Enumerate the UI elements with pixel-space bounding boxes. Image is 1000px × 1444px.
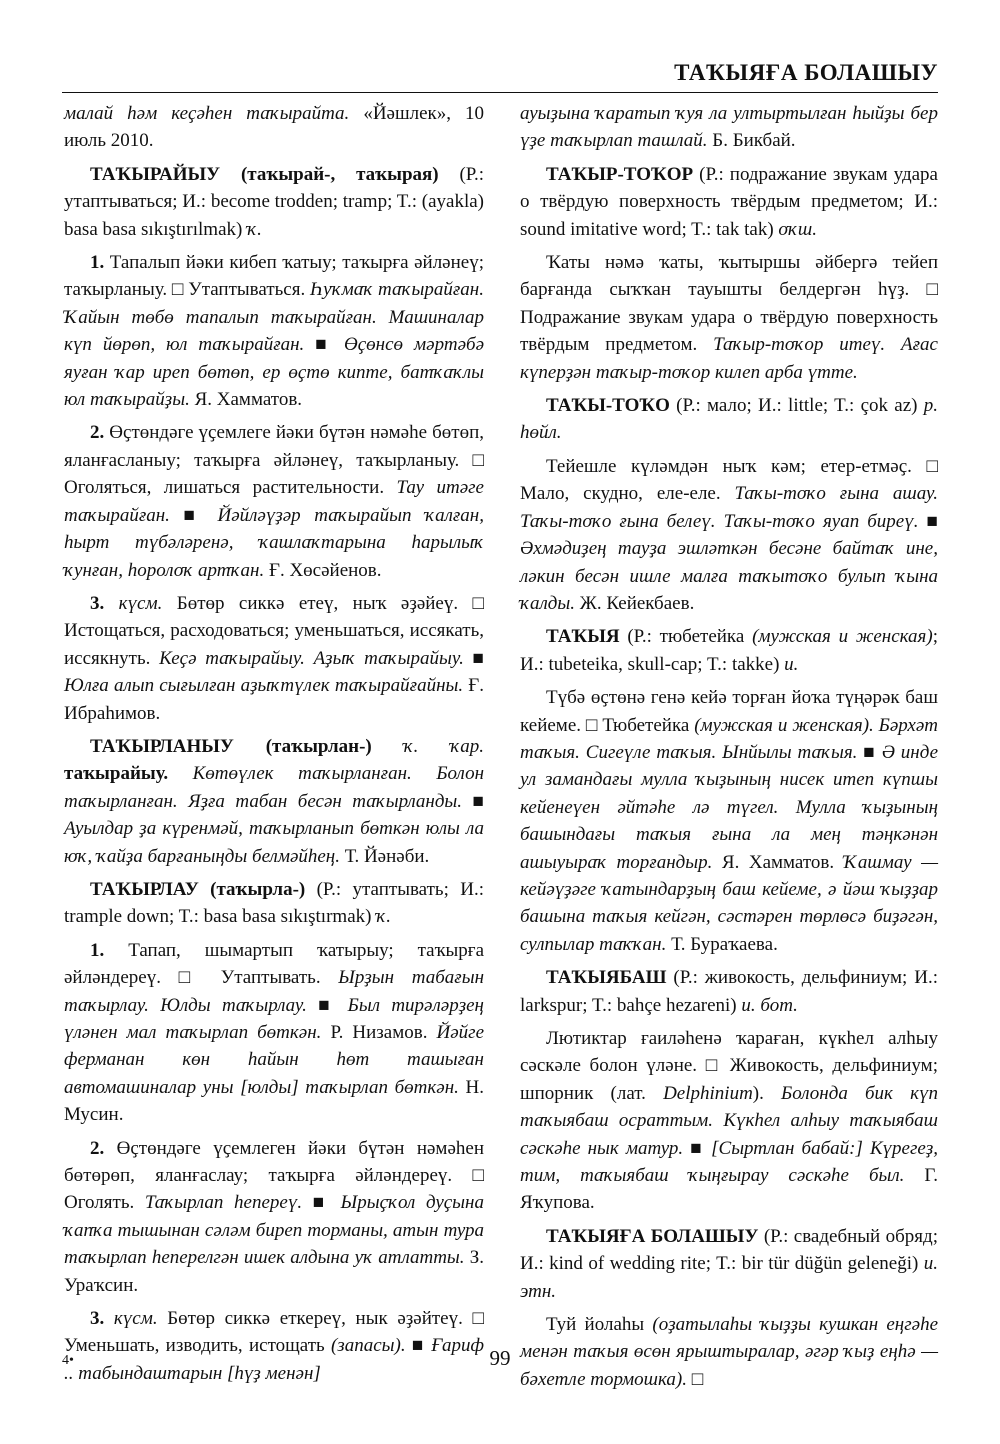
italic-text: (мужская и женская). Бәрхәт таҡыя. Сигеүле таҡыя. Ынйылы таҡыя. — [520, 714, 938, 763]
italic-text: Йәйләүҙәр таҡырайып ҡалған, һырт түбәләренә, ҡашлаҡтарына һарылыҡ ҡунған, һоролоҡ артҡан. — [64, 504, 484, 581]
italic-text: (оҙатылаһы ҡыҙҙы кушкан еңгәһе менән таҡыя өсөн ярыштыралар, әгәр ҡыҙ еңһә — бәхетле тормошка). — [520, 1314, 939, 1390]
headword: ТАҠЫРЛАНЫУ (таҡырлан-) — [90, 735, 372, 757]
headword: 1. — [90, 939, 105, 961]
headword: ТАҠЫЯБАШ — [546, 967, 667, 989]
text-run — [104, 593, 118, 614]
text-run: Ғ. Ибраһимов. — [64, 675, 484, 724]
dictionary-paragraph — [520, 249, 938, 386]
text-run: ). — [752, 1082, 782, 1104]
continued-paragraph — [520, 100, 938, 155]
italic-text: и. бот. — [741, 994, 798, 1016]
text-run: Ж. Кейекбаев. — [579, 592, 695, 614]
text-run: (Р.: утаптывать; И.: trample down; T.: basa basa sıkıştırmak) — [64, 878, 484, 928]
italic-text: Ырыҫҡол дуҫына ҡапҡа тышынан сәләм биреп торманы, атын тура таҡырлап һеперелгән ишек алдына уҡ атлатты. — [64, 1192, 484, 1269]
dictionary-paragraph — [64, 876, 484, 931]
headword: таҡырайыу. — [64, 763, 169, 785]
italic-text: (мужская и женская) — [752, 626, 933, 648]
text-run: З. Ураҡсин. — [64, 1247, 484, 1296]
dictionary-paragraph — [64, 590, 484, 727]
italic-text: ҡ. ҡар. — [403, 735, 484, 757]
text-run: Лютиктар ғаиләһенә ҡараған, күкһел алһыу сәскәле болон үләне. □ Живокость, дельфиниум; шпорник (лат. — [520, 1028, 938, 1104]
text-run: □ — [691, 1368, 704, 1390]
text-run: (Р.: мало; И.: little; T.: çok az) — [669, 395, 924, 417]
italic-text: Болонда бик күп таҡыябаш осраттым. Күкһел алһыу таҡыябаш сәскәһе нык матур. — [520, 1082, 938, 1159]
italic-text: Һуҡмаҡ таҡырайған. Ҡайын төбө тапалып таҡырайған. Машиналар күп йөрөп, юл таҡырайған. — [64, 279, 484, 356]
italic-text: Тау итәге таҡырайған. — [64, 477, 484, 526]
text-run: ■ — [411, 1335, 432, 1357]
dictionary-paragraph — [64, 733, 484, 870]
text-run: ■ — [315, 334, 345, 356]
dictionary-paragraph — [520, 1223, 938, 1305]
headword: ТАҠЫЯ — [546, 626, 620, 648]
headword: ТАҠЫР-ТОҠОР — [546, 163, 694, 185]
text-run: (Р.: свадебный обряд; И.: kind of wedding rite; T.: bir tür düğün geleneği) — [520, 1225, 938, 1275]
signature-mark: 4• — [62, 1353, 74, 1368]
text-run: Г. Яҡупова. — [520, 1165, 938, 1214]
italic-text: [Сыртлан бабай:] Күрегеҙ, тим, таҡыябаш ҡыңғырау сәскәһе был. — [520, 1137, 938, 1187]
headword: ТАҠЫ-ТОҠО — [546, 395, 670, 417]
headword: ТАҠЫРАЙЫУ (таҡырай-, таҡырая) — [90, 163, 439, 185]
running-head: ТАҠЫЯҒА БОЛАШЫУ — [674, 60, 938, 85]
italic-text: Өҫөнсө мәртәбә яуған ҡар иреп бөтөп, ер өҫтө кипте, батҡаҡлы юл таҡырайҙы. — [64, 334, 484, 411]
italic-text: Көтөүлек таҡырланған. Болон таҡырланған. Яҙға табан бесән таҡырланды. — [64, 763, 484, 812]
text-run: Б. Бикбай. — [712, 130, 796, 152]
text-run: (Р.: живокость, дельфиниум; И.: larkspur; T.: bahçe hezareni) — [520, 967, 938, 1016]
left-column — [64, 100, 484, 1393]
italic-text: Юлға алып сығылған аҙыҡтүлек таҡырайғайны. — [64, 675, 469, 697]
dictionary-paragraph — [64, 937, 484, 1129]
dictionary-paragraph — [64, 419, 484, 583]
text-run — [168, 763, 193, 784]
italic-text: Ә инде ул замандағы мулла ҡыҙының нисек итеп күпшы кейенеүен әйтәһе лә түгел. Мулла ҡыҙының башындағы таҡыя ғына ла мең тәңкәнән ашыуыраҡ торғандыр. — [520, 741, 938, 873]
header-rule — [62, 92, 938, 93]
text-run: ■ — [472, 647, 485, 669]
text-run: Туй йолаһы — [546, 1314, 653, 1336]
text-run: (Р.: тюбетейка — [619, 626, 753, 648]
right-column — [520, 100, 938, 1399]
text-run: (Р.: утаптываться; И.: become trodden; tramp; T.: (ayakla) basa basa sıkıştırılmak) — [64, 163, 484, 240]
text-run: Т. Йәнәби. — [344, 845, 430, 867]
italic-text: (запасы). — [330, 1335, 412, 1357]
text-run: Бөтөр сиккә етеү, ныҡ әҙәйеү. □ Истощаться, расходоваться; уменьшаться, иссякать, иссякнуть. — [64, 592, 485, 669]
text-run: ■ — [926, 510, 938, 532]
text-run: ■ — [312, 1192, 341, 1214]
text-run: Я. Хамматов. — [194, 389, 303, 411]
dictionary-paragraph — [520, 964, 938, 1019]
italic-text: Ырҙын табағын таҡырлау. Юлды таҡырлау. — [64, 967, 484, 1016]
italic-text: күсм. — [113, 1308, 158, 1330]
dictionary-paragraph — [520, 161, 938, 243]
dictionary-paragraph — [64, 161, 484, 243]
text-run: Тапап, шымартып ҡатырыу; таҡырға әйләндереү. □ Утаптывать. — [64, 939, 484, 989]
text-run: Р. Низамов. — [330, 1022, 437, 1043]
text-run: Ҡаты нәмә ҡаты, ҡытыршы әйбергә тейеп барғанда сыҡҡан тауышты белдергән һүҙ. □ Подражание звукам удара о твёрдую поверхность твёрдым предметом. — [520, 252, 938, 356]
italic-text: Delphinium — [663, 1082, 753, 1104]
text-run: Я. Хамматов. — [721, 851, 844, 873]
text-run: Тапалып йәки кибеп ҡатыу; таҡырға әйләнеү; таҡырланыу. □ Утаптываться. — [64, 252, 484, 301]
italic-text: малай һәм кеҫәһен таҡырайта. — [64, 103, 364, 124]
italic-text: Ауылдар ҙа күренмәй, таҡырланып бөткән юлы ла юҡ, ҡайҙа барғаныңды белмәйһең. — [64, 818, 484, 867]
headword: 3. — [90, 1308, 105, 1330]
headword: ТАҠЫРЛАУ (таҡырла-) — [90, 878, 306, 900]
dictionary-paragraph — [520, 623, 938, 678]
text-run: Өҫтөндәге үҫемлеге йәки бүтән нәмәһе бөтөп, яланғасланыу; таҡырға әйләнеү, таҡырланыу. □ Оголяться, лишаться растительности. — [64, 422, 484, 499]
dictionary-paragraph — [64, 249, 484, 413]
text-run: Н. Мусин. — [64, 1076, 484, 1126]
text-run: Түбә өҫтөнә генә кейә торған йоҡа түңәрәк баш кейеме. □ Тюбетейка — [520, 687, 938, 736]
text-run: ■ — [472, 790, 484, 812]
dictionary-paragraph — [520, 392, 938, 447]
dictionary-paragraph — [520, 1025, 938, 1217]
headword: 2. — [90, 1137, 105, 1159]
dictionary-paragraph — [64, 1135, 484, 1299]
italic-text: Был тирәләрҙең үләнен мал таҡырлап бөткән. — [64, 994, 484, 1043]
text-run: Т. Бураҡаева. — [671, 933, 778, 955]
italic-text: р. һөйл. — [520, 395, 938, 444]
text-run: (Р.: подражание звукам удара о твёрдую поверхность твёрдым предметом; И.: sound imitative word; T.: tak tak) — [520, 163, 938, 240]
text-run — [372, 736, 404, 757]
italic-text: ҡ. — [247, 218, 262, 240]
italic-text: и. — [784, 653, 799, 675]
italic-text: күсм. — [118, 592, 163, 614]
italic-text: ауыҙына ҡаратып ҡуя ла ултыртылған һыйҙы бер үҙе таҡырлап ташлай. — [520, 103, 938, 152]
italic-text: ҡ. — [376, 906, 391, 928]
italic-text: Ҡашмау — кейәүҙәге ҡатындарҙың баш кейеме, ә йәш ҡыҙҙар башына таҡыя кейгән, сәстәрен төрлөсә биҙәгән, сулпылар таҡҡан. — [520, 851, 938, 955]
text-run: ; И.: tubeteika, skull-cap; T.: takke) — [520, 626, 938, 675]
headword: 1. — [90, 252, 105, 274]
italic-text: Таҡы-тоҡо ғына ашау. Таҡы-тоҡо ғына белеү. Таҡы-тоҡо яуап биреү. — [520, 483, 939, 532]
text-run: ■ — [690, 1137, 712, 1159]
text-run: ■ — [183, 504, 218, 526]
italic-text: Таҡыр-тоҡор итеү. Ағас күперҙән таҡыр-тоҡор килеп арба үтте. — [520, 334, 938, 383]
dictionary-paragraph — [520, 453, 938, 617]
text-run: Өҫтөндәге үҫемлеген йәки бүтән нәмәһен бөтөрөп, яланғаслау; таҡырға әйләндереү. □ Оголять. — [64, 1137, 484, 1214]
italic-text: Таҡырлап һепереү. — [144, 1192, 313, 1214]
page-number: 99 — [489, 1346, 511, 1370]
continued-paragraph — [64, 100, 484, 155]
headword: 2. — [90, 422, 105, 444]
text-run: Бөтөр сиккә еткереү, нык әҙәйтеү. □ Уменьшать, изводить, истощать — [64, 1308, 484, 1357]
italic-text: и. этн. — [520, 1253, 938, 1302]
italic-text: Йәйге ферманан көн һайын һөт ташыған автомашиналар уны [юлды] таҡырлап бөткән. — [64, 1022, 485, 1098]
italic-text: Кеҫә таҡырайыу. Аҙыҡ таҡырайыу. — [159, 647, 473, 669]
italic-text: Әхмәдиҙең тауҙа эшләткән бесәне байтаҡ ине, ләкин бесән ишле малға таҡытоҡо булып ҡына ҡалды. — [520, 538, 938, 614]
text-run: «Йәшлек», 10 июль 2010. — [64, 103, 484, 152]
text-run: ■ — [863, 741, 882, 763]
headword: ТАҠЫЯҒА БОЛАШЫУ — [546, 1225, 759, 1247]
italic-text: оҡш. — [778, 218, 818, 240]
text-run: Тейешле күләмдән ныҡ кәм; етер-етмәҫ. □ Мало, скудно, еле-еле. — [520, 455, 938, 505]
dictionary-paragraph — [520, 684, 938, 958]
headword: 3. — [90, 592, 105, 614]
text-run: ■ — [318, 994, 348, 1016]
text-run: Ғ. Хөсәйенов. — [268, 559, 382, 581]
text-run — [104, 1308, 114, 1329]
italic-text: Ғариф .. табындаштарын [һүҙ менән] — [64, 1335, 484, 1384]
